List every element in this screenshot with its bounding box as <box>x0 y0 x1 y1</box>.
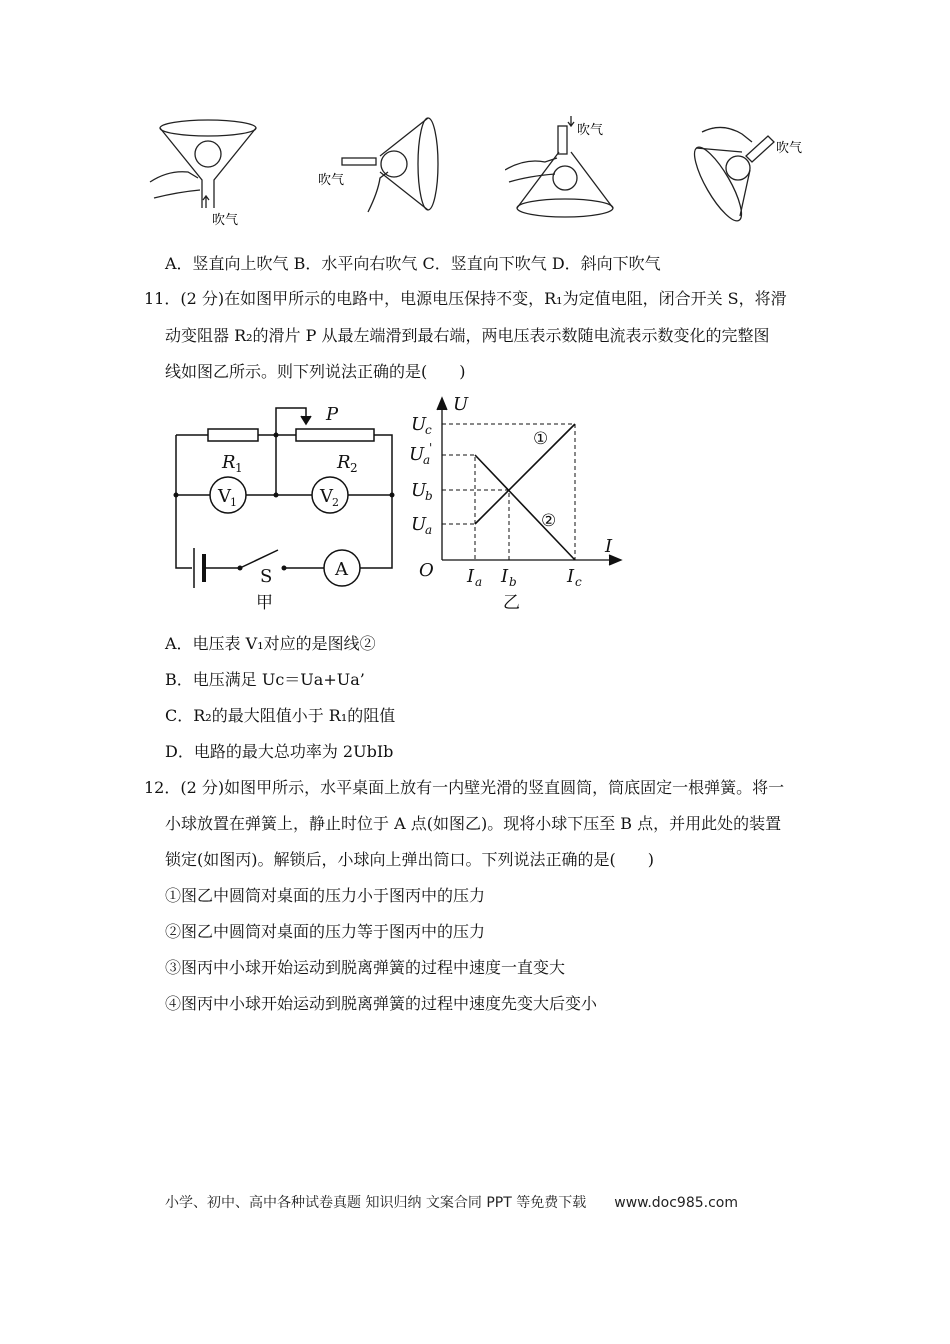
footer-text: 小学、初中、高中各种试卷真题 知识归纳 文案合同 PPT 等免费下载 <box>165 1195 587 1211</box>
q11-line-3: 线如图乙所示。则下列说法正确的是( ) <box>165 362 466 381</box>
axis-i-label: I <box>605 536 613 557</box>
q11-option-c: C．R₂的最大阻值小于 R₁的阻值 <box>165 706 396 725</box>
uc-sub: c <box>425 423 432 437</box>
funnel-figure-c <box>505 112 635 227</box>
circuit-diagram <box>160 400 420 615</box>
graph-line-2 <box>475 455 575 560</box>
axis-u-label: U <box>453 394 469 415</box>
q12-statement-2: ②图乙中圆筒对桌面的压力等于图丙中的压力 <box>165 922 486 941</box>
resistor-r1 <box>208 429 258 441</box>
label-r1: R <box>222 452 236 473</box>
ia-label: I <box>467 566 475 587</box>
ib-label: I <box>501 566 509 587</box>
blow-label-a: 吹气 <box>212 213 239 228</box>
blow-label-d: 吹气 <box>776 141 803 156</box>
q11-option-d: D．电路的最大总功率为 2UbIb <box>165 742 394 761</box>
q11-option-b: B．电压满足 Uc＝Ua+Ua’ <box>165 670 365 689</box>
ub-label: U <box>411 480 427 501</box>
q11-line-1: 11．(2 分)在如图甲所示的电路中，电源电压保持不变，R₁为定值电阻，闭合开关 S，将滑 <box>144 289 787 308</box>
label-v2: V <box>320 486 333 507</box>
q12-line-2: 小球放置在弹簧上，静止时位于 A 点(如图乙)。现将小球下压至 B 点，并用此处的装置 <box>165 814 782 833</box>
label-r2-sub: 2 <box>350 461 358 475</box>
label-r1-sub: 1 <box>235 461 243 475</box>
funnel-figure-d <box>672 112 812 222</box>
q10-options: A．竖直向上吹气 B．水平向右吹气 C．竖直向下吹气 D．斜向下吹气 <box>165 254 661 273</box>
label-p: P <box>326 404 339 425</box>
graph-caption: 乙 <box>503 593 520 613</box>
footer-url[interactable]: www.doc985.com <box>614 1195 738 1211</box>
funnel-figure-b <box>318 112 448 222</box>
line-2-label: ② <box>541 511 557 531</box>
ic-sub: c <box>575 575 582 589</box>
origin-label: O <box>419 560 434 581</box>
uc-label: U <box>411 414 427 435</box>
label-v1-sub: 1 <box>230 496 237 509</box>
ic-label: I <box>567 566 575 587</box>
label-r2: R <box>337 452 351 473</box>
funnel-figure-a <box>148 112 268 232</box>
q12-statement-1: ①图乙中圆筒对桌面的压力小于图丙中的压力 <box>165 886 486 905</box>
ui-graph <box>405 392 630 617</box>
q12-line-3: 锁定(如图丙)。解锁后，小球向上弹出筒口。下列说法正确的是( ) <box>165 850 654 869</box>
ib-sub: b <box>509 575 517 589</box>
blow-label-c: 吹气 <box>577 123 604 138</box>
graph-line-1 <box>475 424 575 524</box>
line-1-label: ① <box>533 429 549 449</box>
label-v1: V <box>218 486 231 507</box>
blow-label-b: 吹气 <box>318 173 345 188</box>
page-footer <box>165 1192 738 1212</box>
resistor-r2 <box>296 429 374 441</box>
q11-option-a: A．电压表 V₁对应的是图线② <box>165 634 376 653</box>
ia-sub: a <box>475 575 483 589</box>
ua-prime-sub: a <box>423 453 431 467</box>
q12-statement-3: ③图丙中小球开始运动到脱离弹簧的过程中速度一直变大 <box>165 958 566 977</box>
label-v2-sub: 2 <box>332 496 339 509</box>
q12-line-1: 12．(2 分)如图甲所示，水平桌面上放有一内壁光滑的竖直圆筒，筒底固定一根弹簧。将一 <box>144 778 785 797</box>
circuit-caption: 甲 <box>256 593 273 613</box>
label-s: S <box>260 566 273 587</box>
q11-line-2: 动变阻器 R₂的滑片 P 从最左端滑到最右端，两电压表示数随电流表示数变化的完整图 <box>165 326 770 345</box>
q12-statement-4: ④图丙中小球开始运动到脱离弹簧的过程中速度先变大后变小 <box>165 994 598 1013</box>
label-a: A <box>335 559 348 580</box>
ua-label: U <box>411 514 427 535</box>
ua-sub: a <box>425 523 433 537</box>
ua-prime-label: U <box>409 444 425 465</box>
ub-sub: b <box>425 489 433 503</box>
ua-prime-mark: ' <box>429 441 433 455</box>
dash-ua-prime <box>442 455 475 560</box>
